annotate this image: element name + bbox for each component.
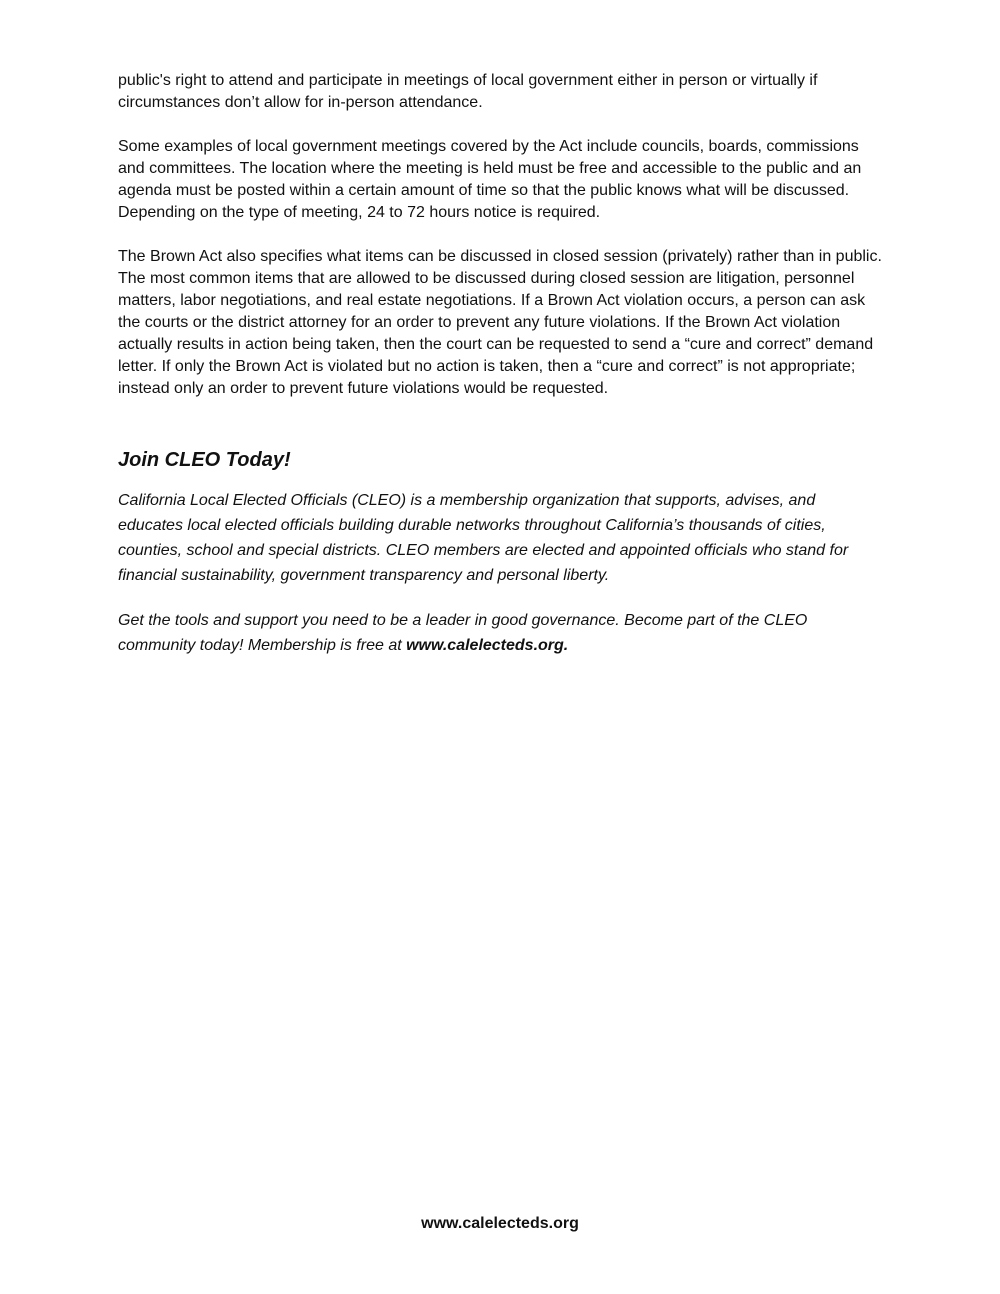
footer-website-link[interactable]: www.calelecteds.org: [421, 1215, 579, 1232]
paragraph-closed-session: The Brown Act also specifies what items can be discussed in closed session (privately) rather than in public. The most common items that are allowed to be discussed during closed session are litigation, personnel matters, labor negotiations, and real estate negotiations. If a Brown Act violation occurs, a person can ask the courts or the district attorney for an order to prevent any future violations. If the Brown Act violation actually results in action being taken, then the court can be requested to send a “cure and correct” demand letter. If only the Brown Act is violated but no action is taken, then a “cure and correct” is not appropriate; instead only an order to prevent future violations would be requested.: [118, 248, 882, 397]
cleo-description-paragraph: California Local Elected Officials (CLEO) is a membership organization that supports, advises, and educates local elected officials building durable networks throughout California’s thousands of cities, counties, school and special districts. CLEO members are elected and appointed officials who stand for financial sustainability, government transparency and personal liberty.: [118, 492, 849, 584]
page-footer: [0, 1213, 1000, 1235]
membership-link[interactable]: www.calelecteds.org.: [406, 637, 569, 654]
page-content: [118, 70, 883, 678]
paragraph-meeting-examples: Some examples of local government meetings covered by the Act include councils, boards, commissions and committees. The location where the meeting is held must be free and accessible to the public and an agenda must be posted within a certain amount of time so that the public knows what will be discussed. Depending on the type of meeting, 24 to 72 hours notice is required.: [118, 138, 862, 221]
paragraph-public-rights: public's right to attend and participate in meetings of local government either in person or virtually if circumstances don’t allow for in-person attendance.: [118, 72, 818, 111]
cleo-membership-paragraph: [118, 608, 883, 658]
membership-text: Get the tools and support you need to be a leader in good governance. Become part of the CLEO community today! Membership is free at: [118, 612, 808, 654]
join-cleo-heading: Join CLEO Today!: [118, 449, 291, 471]
